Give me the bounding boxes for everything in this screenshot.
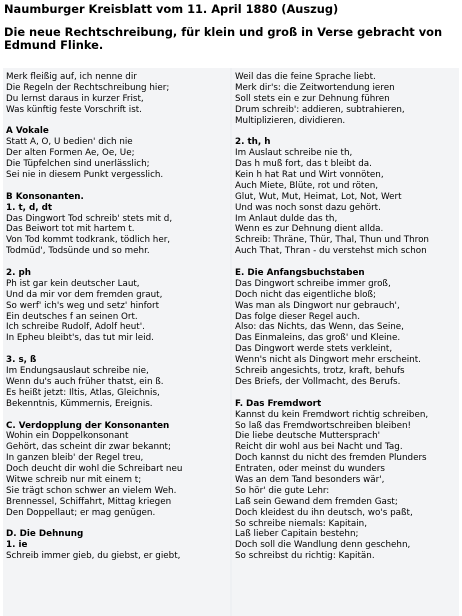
poem-line: Merk fleißig auf, ich nenne dir xyxy=(6,72,137,82)
poem-line: Multiplizieren, dividieren. xyxy=(235,115,346,126)
poem-line: Die Tüpfelchen sind unerlässlich; xyxy=(6,159,150,170)
poem-line: Den Doppellaut; er mag genügen. xyxy=(6,507,156,518)
poem-line: So hör' die gute Lehr: xyxy=(235,485,330,496)
article-subtitle: Die neue Rechtschreibung, für klein und groß in Verse gebracht von Edmund Flinke. xyxy=(4,25,443,52)
stanza-gap xyxy=(6,181,230,192)
poem-line: So schreibst du richtig: Kapitän. xyxy=(235,551,375,562)
poem-line: Reicht dir wohl aus bei Nacht und Tag. xyxy=(235,442,403,453)
poem-line: Schreib immer gieb, du giebst, er giebt, xyxy=(6,551,181,562)
poem-line: Sie trägt schon schwer an vielem Weh. xyxy=(6,485,177,496)
poem-line: Kannst du kein Fremdwort richtig schreiben, xyxy=(235,409,429,420)
poem-line: Die liebe deutsche Muttersprach' xyxy=(235,431,381,442)
poem-line: Des Briefs, der Vollmacht, des Berufs. xyxy=(235,376,401,387)
poem-line: Ich schreibe Rudolf, Adolf heut'. xyxy=(6,322,145,333)
article-title: Naumburger Kreisblatt vom 11. April 1880 (Auszug) xyxy=(4,2,339,16)
stanza-gap xyxy=(235,126,459,137)
poem-line: Du lernst daraus in kurzer Frist, xyxy=(6,93,144,104)
poem-line: Das h muß fort, das t bleibt da. xyxy=(235,159,372,170)
article-header xyxy=(4,3,458,52)
poem-line: Was an dem Tand besonders wär', xyxy=(235,474,385,485)
poem-line: Doch soll die Wandlung denn geschehn, xyxy=(235,540,411,551)
poem-line: Drum schreib': addieren, subtrahieren, xyxy=(235,104,405,115)
poem-line: Bekenntnis, Kümmernis, Ereignis. xyxy=(6,398,153,409)
section-heading: 1. t, d, dt xyxy=(6,202,53,213)
poem-line: Das Beiwort tot mit hartem t. xyxy=(6,224,135,235)
poem-line: Merk dir's: die Zeitwortendung ieren xyxy=(235,82,395,93)
poem-line: Brennessel, Schiffahrt, Mittag kriegen xyxy=(6,496,172,507)
section-heading: 2. th, h xyxy=(235,137,271,148)
poem-line: Doch nicht das eigentliche bloß; xyxy=(235,289,376,300)
poem-line: Es heißt jetzt: Iltis, Atlas, Gleichnis, xyxy=(6,387,160,398)
poem-line: Schreib: Thräne, Thür, Thal, Thun und Thron xyxy=(235,235,429,246)
section-heading: F. Das Fremdwort xyxy=(235,398,322,409)
poem-line: Im Anlaut dulde das th, xyxy=(235,213,338,224)
poem-line: Von Tod kommt todkrank, tödlich her, xyxy=(6,235,171,246)
stanza-gap xyxy=(6,344,230,355)
poem-line: Das Dingwort Tod schreib' stets mit d, xyxy=(6,213,173,224)
poem-line: Wenn du's auch früher thatst, ein ß. xyxy=(6,376,164,387)
poem-line: Weil das die feine Sprache liebt. xyxy=(235,72,376,82)
poem-line: Auch Miete, Blüte, rot und röten, xyxy=(235,180,379,191)
section-heading: 1. ie xyxy=(6,540,28,551)
poem-line: Ph ist gar kein deutscher Laut, xyxy=(6,278,140,289)
stanza-gap xyxy=(6,519,230,530)
poem-line: Doch deucht dir wohl die Schreibart neu xyxy=(6,464,183,475)
poem-line: Todmüd', Todsünde und so mehr. xyxy=(6,246,150,257)
poem-line: So schreibe niemals: Kapitain, xyxy=(235,518,367,529)
section-heading: B Konsonanten. xyxy=(6,191,84,202)
poem-line: In Epheu bleibt's, das tut mir leid. xyxy=(6,333,154,344)
poem-line: Die Regeln der Rechtschreibung hier; xyxy=(6,82,170,93)
poem-line: So laß das Fremdwortschreiben bleiben! xyxy=(235,420,412,431)
poem-line: Wenn's nicht als Dingwort mehr erscheint. xyxy=(235,355,421,366)
section-heading: C. Verdopplung der Konsonanten xyxy=(6,420,170,431)
poem-line: Schreib angesichts, trotz, kraft, behufs xyxy=(235,366,405,377)
poem-line: In ganzen bleib' der Regel treu, xyxy=(6,453,144,464)
stanza-gap xyxy=(235,388,459,399)
poem-line: Laß sein Gewand dem fremden Gast; xyxy=(235,496,398,507)
poem-line: Witwe schreib nur mit einem t; xyxy=(6,474,142,485)
stanza-gap xyxy=(235,257,459,268)
stanza-gap xyxy=(6,257,230,268)
poem-line: Wohin ein Doppelkonsonant xyxy=(6,431,129,442)
stanza-gap xyxy=(6,410,230,421)
poem-line: Und was noch sonst dazu gehört. xyxy=(235,202,381,213)
section-heading: A Vokale xyxy=(6,126,49,137)
poem-line: Soll stets ein e zur Dehnung führen xyxy=(235,93,390,104)
poem-line: Ein deutsches f an seinen Ort. xyxy=(6,311,138,322)
poem-line: Wenn es zur Dehnung dient allda. xyxy=(235,224,384,235)
poem-line: Der alten Formen Ae, Oe, Ue; xyxy=(6,148,135,159)
section-heading: E. Die Anfangsbuchstaben xyxy=(235,268,365,279)
stanza-gap xyxy=(6,116,230,127)
poem-table xyxy=(3,68,459,616)
section-heading: D. Die Dehnung xyxy=(6,529,84,540)
poem-line: Doch kannst du nicht des fremden Plunders xyxy=(235,453,427,464)
poem-line: Glut, Wut, Mut, Heimat, Lot, Not, Wert xyxy=(235,191,402,202)
poem-line: Und da mir vor dem fremden graut, xyxy=(6,289,163,300)
poem-line: Auch That, Thran - du verstehst mich schon xyxy=(235,246,427,257)
section-heading: 2. ph xyxy=(6,268,31,279)
poem-line: Sei nie in diesem Punkt vergesslich. xyxy=(6,170,164,181)
poem-line: Was künftig feste Vorschrift ist. xyxy=(6,104,142,115)
poem-line: Das Einmaleins, das groß' und Kleine. xyxy=(235,333,401,344)
poem-line: Kein h hat Rat und Wirt vonnöten, xyxy=(235,170,384,181)
poem-line: Laß lieber Capitain bestehn; xyxy=(235,529,359,540)
poem-line: Das folge dieser Regel auch. xyxy=(235,311,360,322)
poem-column-left xyxy=(3,68,230,616)
poem-line: So werf' ich's weg und setz' hinfort xyxy=(6,300,160,311)
poem-line: Das Dingwort werde stets verkleint, xyxy=(235,344,393,355)
poem-line: Doch kleidest du ihn deutsch, wo's paßt, xyxy=(235,507,413,518)
poem-line: Statt Ä, Ö, Ü bedien' dich nie xyxy=(6,137,133,148)
poem-line: Das Dingwort schreibe immer groß, xyxy=(235,278,391,289)
poem-line: Gehört, das scheint dir zwar bekannt; xyxy=(6,442,171,453)
section-heading: 3. s, ß xyxy=(6,355,37,366)
poem-line: Also: das Nichts, das Wenn, das Seine, xyxy=(235,322,404,333)
poem-line: Was man als Dingwort nur gebrauch', xyxy=(235,300,400,311)
poem-line: Im Endungsauslaut schreibe nie, xyxy=(6,366,149,377)
poem-line: Im Auslaut schreibe nie th, xyxy=(235,148,353,159)
poem-line: Entraten, oder meinst du wunders xyxy=(235,464,385,475)
poem-column-right xyxy=(232,68,459,616)
